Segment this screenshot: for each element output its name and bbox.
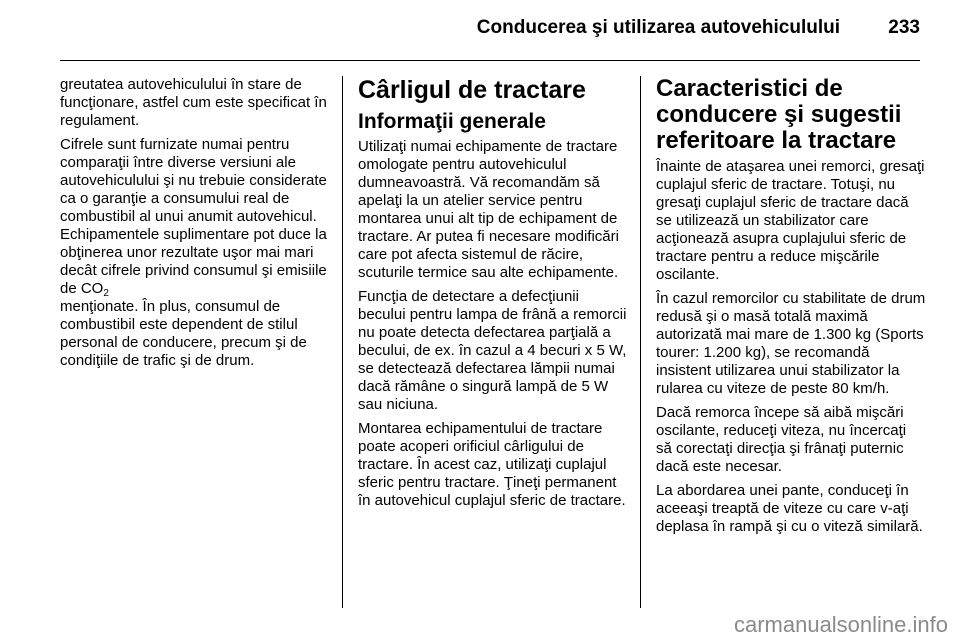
paragraph: La abordarea unei pante, conduceţi în aceeaşi treaptă de viteze cu care v-aţi deplasa în rampă şi cu o viteză similară. [656, 482, 923, 535]
paragraph: Utilizaţi numai echipamente de tractare omologate pentru autovehiculul dumneavoastră. Vă recomandăm să apelaţi la un atelier service pentru montarea unui alt tip de echipament de tractare. Ar putea fi necesare modificări care pot afecta sistemul de răcire, scuturile termice sau alte echipamente. [358, 138, 619, 281]
header-rule [60, 60, 920, 61]
paragraph: Înainte de ataşarea unei remorci, gresaţi cuplajul sferic de tractare. Totuşi, nu gresaţi cuplajul sferic de tractare dacă se utilizează un stabilizator care acţionează asupra cuplajului sferic de tractare pentru a reduce mişcările oscilante. [656, 158, 925, 283]
paragraph-text: Cifrele sunt furnizate numai pentru comparaţii între diverse versiuni ale autovehiculului şi nu trebuie considerate ca o garanţie a consumului real de combustibil al unui anumit autovehicul. [60, 136, 327, 225]
subsection-heading: Caracteristici de conducere şi sugestii referitoare la tractare [656, 75, 902, 154]
page-number: 233 [888, 17, 920, 38]
section-heading: Cârligul de tractare [358, 76, 586, 104]
paragraph-text: Echipamentele suplimentare pot duce la obţinerea unor rezultate uşor mai mari decât cifrele privind consumul şi emisiile de CO [60, 226, 327, 297]
paragraph [60, 136, 332, 370]
subsection-heading: Informaţii generale [358, 110, 546, 133]
paragraph: Montarea echipamentului de tractare poate acoperi orificiul cârligului de tractare. În acest caz, utilizaţi cuplajul sferic pentru tractare. Ţineţi permanent în autovehicul cuplajul sferic de tractare. [358, 420, 626, 509]
running-header-title: Conducerea şi utilizarea autovehiculului [476, 17, 840, 38]
column-divider-2 [640, 76, 641, 608]
paragraph: Dacă remorca începe să aibă mişcări oscilante, reduceţi viteza, nu încercaţi să corectaţi direcţia şi frânaţi puternic dacă este necesar. [656, 404, 907, 475]
column-middle [358, 76, 630, 516]
co2-subscript: 2 [103, 288, 109, 299]
watermark: carmanualsonline.info [733, 612, 948, 637]
paragraph: greutatea autovehiculului în stare de funcţionare, astfel cum este specificat în regulament. [60, 76, 327, 129]
paragraph: Funcţia de detectare a defecţiunii becului pentru lampa de frână a remorcii nu poate detecta defectarea parţială a becului, de ex. în cazul a 4 becuri x 5 W, se detectează defectarea lămpii numai dacă rămâne o singură lampă de 5 W sau niciuna. [358, 288, 627, 413]
column-divider-1 [342, 76, 343, 608]
column-right [656, 76, 926, 542]
column-left [60, 76, 332, 376]
paragraph: În cazul remorcilor cu stabilitate de drum redusă şi o masă totală maximă autorizată mai mare de 1.300 kg (Sports tourer: 1.200 kg), se recomandă insistent utilizarea unui stabilizator la rularea cu viteze de peste 80 km/h. [656, 290, 926, 397]
paragraph-text: menţionate. În plus, consumul de combustibil este dependent de stilul personal de conducere, precum şi de condiţiile de trafic şi de drum. [60, 298, 307, 369]
